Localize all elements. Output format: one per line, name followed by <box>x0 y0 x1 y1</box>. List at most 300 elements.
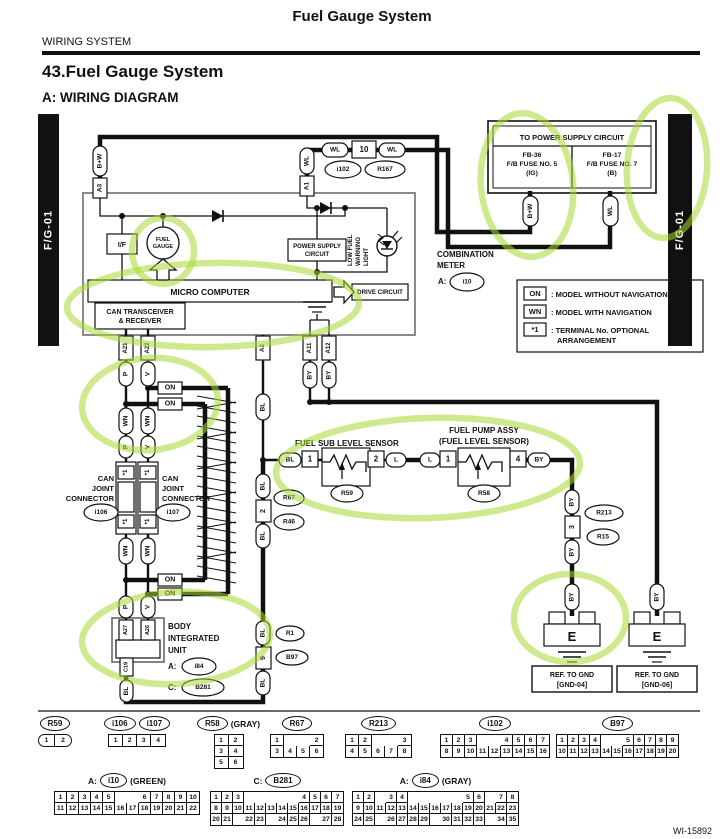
wire-color-l-label: L <box>394 456 398 464</box>
pin-cell: 17 <box>310 803 321 814</box>
can-joint-label: CAN <box>162 474 179 483</box>
can-transceiver-label: CAN TRANSCEIVER <box>106 309 174 316</box>
legend-key: *1 <box>531 325 539 334</box>
pinout-i84 <box>352 772 519 826</box>
pin-row <box>346 735 411 746</box>
pin-cell: 18 <box>321 803 332 814</box>
connector-ref-i107-label: i107 <box>166 509 180 516</box>
pin-cell: 7 <box>332 792 343 803</box>
can-joint-label: JOINT <box>91 484 114 493</box>
pin-cell: 22 <box>496 803 507 814</box>
pinout-r67-label <box>282 715 313 732</box>
pin-cell: 28 <box>333 816 342 823</box>
pin-cell: 6 <box>634 735 645 746</box>
pin-gap <box>430 814 441 825</box>
optional-terminal-tag-label: *1 <box>145 469 151 476</box>
can-transceiver-label: & RECEIVER <box>118 318 162 325</box>
pinout-b97 <box>556 715 679 758</box>
pinout-i106-i107-label <box>104 715 170 732</box>
legend-key: WN <box>528 307 542 316</box>
wire-color-v-label: V <box>144 444 152 450</box>
ground-e-right: E <box>652 629 662 644</box>
pin-cell: 10 <box>187 792 199 803</box>
pin-cell: 14 <box>408 803 419 814</box>
wire-color-wl-right-label: WL <box>386 146 398 154</box>
junction-dot <box>260 457 266 463</box>
connector-color: (GRAY) <box>441 775 472 786</box>
on-tag-label: ON <box>164 384 176 392</box>
pin-row <box>271 735 323 746</box>
wire-color-bl-label: BL <box>259 531 267 541</box>
connector-id-badge: R213 <box>361 716 396 731</box>
terminal-a3-label: A3 <box>96 183 104 193</box>
pin-cell: 4 <box>91 792 103 803</box>
inner-box <box>116 640 160 658</box>
connector-id-badge: R58 <box>197 716 228 731</box>
low-fuel-warning-light-label: LIGHT <box>364 248 370 266</box>
pin-cell: 25 <box>364 814 375 825</box>
connector-ref-r15-label: R15 <box>597 533 609 541</box>
pin-cell: 12 <box>67 803 79 814</box>
pin-gap <box>385 735 398 746</box>
pinout-r213-label <box>361 715 396 732</box>
on-tag-label: ON <box>164 576 176 584</box>
pin-cell: 20 <box>211 814 222 825</box>
terminal-2-inline-label: 2 <box>260 509 267 513</box>
pin-gap <box>233 814 244 825</box>
pin-gap <box>244 792 255 803</box>
wire-color-p-label: P <box>122 371 130 377</box>
can-joint-label: CONNECTOR <box>65 494 114 503</box>
pin-cell: 15 <box>525 746 537 757</box>
wire-color-bw-fuse-label: B+W <box>527 203 534 219</box>
gnd-ref-label: REF. TO GND <box>549 672 595 679</box>
inner-box <box>140 482 156 512</box>
pin-cell: 17 <box>127 803 139 814</box>
pin-cell: 15 <box>288 803 299 814</box>
fuel-pump-assy-label: FUEL PUMP ASSY <box>449 426 519 435</box>
connector-id-badge: B97 <box>602 716 633 731</box>
wire-color-by-label: BY <box>653 592 661 602</box>
pin-cell: 21 <box>175 803 187 814</box>
pin-gap <box>297 735 310 746</box>
pin-gap <box>284 735 297 746</box>
pin-row <box>557 735 678 746</box>
pin-cell: 14 <box>601 746 612 757</box>
pinout-i10-grid <box>54 791 200 815</box>
biu-conn-prefix-c: C: <box>168 683 177 692</box>
pin-cell: 9 <box>453 746 465 757</box>
wire-color-bl-label: BL <box>259 481 267 491</box>
can-joint-label: CONNECTOR <box>162 494 211 503</box>
pin-cell: 6 <box>474 792 485 803</box>
terminal-3-inline-label: 3 <box>569 525 576 529</box>
pin-row <box>215 757 243 768</box>
pin-cell: 9 <box>667 735 678 746</box>
pinout-b281 <box>210 772 344 826</box>
pinout-i84-label <box>400 772 472 789</box>
pin-cell: 13 <box>79 803 91 814</box>
pin-cell: 4 <box>229 746 243 757</box>
pin-row <box>215 746 243 757</box>
pin-row <box>211 792 343 803</box>
pin-cell: 3 <box>386 792 397 803</box>
pin-cell: 18 <box>139 803 151 814</box>
pin-cell: 33 <box>474 814 485 825</box>
pinout-r58 <box>197 715 260 769</box>
pin-gap <box>375 814 386 825</box>
fuel-pump-assy-label: (FUEL LEVEL SENSOR) <box>439 437 529 446</box>
pin-cell: 4 <box>501 735 513 746</box>
pin-cell: 35 <box>508 816 517 823</box>
pinout-r213 <box>345 715 412 758</box>
figure-code: WI-15892 <box>672 826 712 836</box>
wire-color-p-label: P <box>122 604 130 610</box>
connector-ref-i102-label: i102 <box>336 166 350 173</box>
pin-cell: 1 <box>211 792 222 803</box>
pin-cell: 17 <box>441 803 452 814</box>
inner-box <box>634 612 650 624</box>
optional-terminal-tag-label: *1 <box>123 518 129 525</box>
connector-ref-r67-label: R67 <box>283 494 295 502</box>
pin-cell: 2 <box>123 735 137 746</box>
pin-cell: 8 <box>441 746 453 757</box>
pin-cell: 12 <box>255 803 266 814</box>
pin-row <box>39 735 71 746</box>
pin-cell: 13 <box>266 803 277 814</box>
pinout-i106-i107-grid <box>108 734 166 747</box>
terminal-9-inline-label: 9 <box>260 656 267 660</box>
drive-circuit-label: DRIVE CIRCUIT <box>357 289 403 296</box>
pin-cell: 3 <box>215 746 229 757</box>
pin-cell: 18 <box>452 803 463 814</box>
junction-dot <box>119 213 125 219</box>
pin-cell: 9 <box>353 803 364 814</box>
pinout-r67-grid <box>270 734 324 758</box>
fuse-fb36-label: FB-36 <box>522 152 542 159</box>
pin-cell: 1 <box>346 735 359 746</box>
fuel-sub-level-sensor-label: FUEL SUB LEVEL SENSOR <box>295 439 399 448</box>
pin-cell: 23 <box>508 805 517 812</box>
body-integrated-unit-label: INTEGRATED <box>168 634 220 643</box>
pin-cell: 6 <box>233 759 238 766</box>
pin-cell: 16 <box>539 748 547 755</box>
wire-color-bl-label: BL <box>285 456 295 464</box>
fuel-gauge-label: FUEL <box>155 237 171 243</box>
fuel-gauge-label: GAUGE <box>152 244 174 250</box>
pinout-b97-grid <box>556 734 679 758</box>
low-fuel-warning-light-label: WARNING <box>356 237 362 266</box>
wire-color-by-label: BY <box>568 497 576 507</box>
pin-gap <box>477 735 489 746</box>
junction-dot <box>123 577 129 583</box>
pin-cell: 19 <box>656 746 667 757</box>
pin-gap <box>115 792 127 803</box>
wire-color-wl-left-label: WL <box>329 146 341 154</box>
pin-row <box>211 803 343 814</box>
pin-cell: 1 <box>557 735 568 746</box>
pin-cell: 1 <box>55 792 67 803</box>
pin-cell: 28 <box>408 814 419 825</box>
pinout-i10 <box>54 772 200 815</box>
connector-ref-i84-label: i84 <box>194 663 204 670</box>
power-supply-circuit-label: CIRCUIT <box>304 252 330 258</box>
wire-color-bl-label: BL <box>259 628 267 638</box>
pin-gap <box>255 792 266 803</box>
pin-cell: 15 <box>103 803 115 814</box>
junction-dot <box>326 399 332 405</box>
legend-desc: : MODEL WITH NAVIGATION <box>551 308 652 317</box>
inner-box <box>549 612 565 624</box>
pin-row <box>441 735 549 746</box>
legend-desc: : TERMINAL No. OPTIONAL <box>551 326 650 335</box>
pin-cell: 5 <box>513 735 525 746</box>
pin-cell: 4 <box>346 746 359 757</box>
pin-cell: 20 <box>163 803 175 814</box>
terminal-a12-label: A12 <box>326 342 332 354</box>
pin-gap <box>372 735 385 746</box>
pin-cell: 4 <box>299 792 310 803</box>
pin-cell: 22 <box>244 814 255 825</box>
can-joint-label: JOINT <box>162 484 185 493</box>
pin-cell: 5 <box>215 757 229 768</box>
pin-row <box>215 735 243 746</box>
legend-desc: : MODEL WITHOUT NAVIGATION <box>551 290 668 299</box>
pin-cell: 7 <box>151 792 163 803</box>
pinout-i102 <box>440 715 550 758</box>
wire-color-bl-label: BL <box>123 686 130 696</box>
pinout-i84-grid <box>352 791 519 826</box>
pin-cell: 2 <box>359 735 372 746</box>
pin-cell: 32 <box>463 814 474 825</box>
junction-dot <box>307 399 313 405</box>
terminal-a2-label: A2 <box>260 344 266 352</box>
pin-cell: 19 <box>333 805 342 812</box>
on-tag-label: ON <box>164 400 176 408</box>
pin-cell: 20 <box>668 748 677 755</box>
section-title: 43.Fuel Gauge System <box>42 62 224 81</box>
terminal-a21-label: A21 <box>123 342 129 354</box>
connector-id-badge: i84 <box>412 773 439 788</box>
pin-cell: 2 <box>453 735 465 746</box>
pin-gap <box>452 792 463 803</box>
wire-color-by-label: BY <box>568 547 576 557</box>
wire-color-by-label: BY <box>306 370 314 380</box>
pin-cell: 11 <box>568 746 579 757</box>
pin-cell: 17 <box>634 746 645 757</box>
pin-cell: 6 <box>372 746 385 757</box>
connector-ref-i10-label: i10 <box>462 278 472 286</box>
pin-cell: 4 <box>397 792 408 803</box>
connector-color: (GREEN) <box>130 775 166 786</box>
connector-id-badge: R59 <box>40 716 71 731</box>
pinout-r59-label <box>40 715 71 732</box>
pin-cell: 29 <box>419 814 430 825</box>
pin-cell: 5 <box>463 792 474 803</box>
connector-ref-r58-label: R58 <box>478 490 490 497</box>
pin-cell: 1 <box>441 735 453 746</box>
wire-color-wl-fuse-label: WL <box>607 205 614 217</box>
pin-gap <box>612 735 623 746</box>
pin-cell: 8 <box>507 792 518 803</box>
pin-cell: 1 <box>215 735 229 746</box>
pin-row <box>353 803 518 814</box>
connector-id-badge: B281 <box>265 773 300 788</box>
pin-cell: 3 <box>465 735 477 746</box>
subsection-title: A: WIRING DIAGRAM <box>42 90 179 105</box>
body-integrated-unit-label: BODY <box>168 622 192 631</box>
pinout-b281-label <box>253 772 300 789</box>
pin-cell: 12 <box>489 746 501 757</box>
wire-color-wl-a1-label: WL <box>303 155 311 167</box>
fuse-fb36-label: F/B FUSE NO. 5 <box>506 161 558 168</box>
inner-box <box>664 612 680 624</box>
terminal-a22-label: A22 <box>145 342 151 354</box>
pin-cell: 10 <box>557 746 568 757</box>
pin-gap <box>430 792 441 803</box>
wire-color-l-label: L <box>428 456 432 464</box>
pin-gap <box>408 792 419 803</box>
ground-e-left: E <box>567 629 577 644</box>
pin-row <box>353 814 518 825</box>
connector-prefix: C: <box>253 775 263 786</box>
terminal-1-label: 1 <box>445 454 451 464</box>
optional-terminal-tag-label: *1 <box>145 518 151 525</box>
pin-cell: 1 <box>271 735 284 746</box>
pin-cell: 6 <box>525 735 537 746</box>
pin-cell: 12 <box>579 746 590 757</box>
connector-ref-r46-label: R46 <box>283 518 295 526</box>
terminal-a11-label: A11 <box>307 342 313 354</box>
connector-id-badge: i10 <box>100 773 127 788</box>
biu-conn-prefix-a: A: <box>168 662 177 671</box>
pin-gap <box>288 792 299 803</box>
legend-desc: ARRANGEMENT <box>557 336 617 345</box>
inner-box <box>95 303 185 329</box>
gnd-ref-label: [GND-06] <box>641 682 673 689</box>
wn-tag-label: WN <box>144 545 152 557</box>
pin-cell: 12 <box>386 803 397 814</box>
pin-cell: 1 <box>39 735 55 746</box>
pin-row <box>353 792 518 803</box>
pin-cell: 18 <box>645 746 656 757</box>
terminal-10-label: 10 <box>359 145 369 154</box>
optional-terminal-tag-label: *1 <box>123 469 129 476</box>
wn-tag-label: WN <box>122 545 130 557</box>
power-supply-circuit-label: POWER SUPPLY <box>293 244 341 250</box>
pin-cell: 2 <box>61 737 65 744</box>
pin-cell: 13 <box>590 746 601 757</box>
pin-cell: 14 <box>277 803 288 814</box>
pin-cell: 8 <box>402 748 407 755</box>
wire-color-v-label: V <box>144 604 152 610</box>
connector-ref-r213-label: R213 <box>596 509 612 517</box>
can-joint-label: CAN <box>97 474 114 483</box>
pin-cell: 6 <box>321 792 332 803</box>
pin-gap <box>127 792 139 803</box>
pin-gap <box>419 792 430 803</box>
pin-cell: 16 <box>299 803 310 814</box>
gnd-ref-label: [GND-04] <box>556 682 588 689</box>
pin-cell: 19 <box>463 803 474 814</box>
connector-id-badge: i106 <box>104 716 136 731</box>
terminal-2-label: 2 <box>373 454 379 464</box>
on-tag-label: ON <box>164 590 176 598</box>
pin-gap <box>266 792 277 803</box>
combination-meter-label: COMBINATION <box>437 250 494 259</box>
pin-cell: 5 <box>310 792 321 803</box>
pinout-b97-label <box>602 715 633 732</box>
terminal-a27-label: A27 <box>123 624 129 636</box>
pin-cell: 3 <box>137 735 151 746</box>
pin-cell: 10 <box>364 803 375 814</box>
terminal-4-label: 4 <box>515 454 521 464</box>
pin-cell: 6 <box>139 792 151 803</box>
pin-cell: 4 <box>284 746 297 757</box>
wire-color-by-label: BY <box>325 370 333 380</box>
page-tab-label: F/G-01 <box>674 209 686 251</box>
pin-row <box>271 746 323 757</box>
pinout-r213-grid <box>345 734 412 758</box>
pin-cell: 22 <box>189 805 197 812</box>
fuse-fb17-label: FB-17 <box>602 152 622 159</box>
pin-cell: 24 <box>277 814 288 825</box>
gnd-ref-label: REF. TO GND <box>634 672 680 679</box>
pin-cell: 9 <box>175 792 187 803</box>
connector-ref-r1-label: R1 <box>285 630 295 637</box>
wire-color-bw-a3-label: B+W <box>96 153 104 169</box>
pin-gap <box>277 792 288 803</box>
pin-cell: 14 <box>513 746 525 757</box>
micro-computer-label: MICRO COMPUTER <box>170 287 250 297</box>
pin-cell: 26 <box>299 814 310 825</box>
pin-cell: 5 <box>297 746 310 757</box>
pin-cell: 25 <box>288 814 299 825</box>
pin-row <box>55 792 199 803</box>
pin-cell: 24 <box>353 814 364 825</box>
wire-color-bl-label: BL <box>259 678 267 688</box>
pin-cell: 7 <box>496 792 507 803</box>
pin-cell: 3 <box>579 735 590 746</box>
pin-row <box>109 735 165 746</box>
wire-color-by-label: BY <box>568 592 576 602</box>
pin-cell: 26 <box>386 814 397 825</box>
pin-cell: 8 <box>163 792 175 803</box>
wire-color-v-label: V <box>144 371 152 377</box>
junction-dot <box>123 401 129 407</box>
inner-box <box>118 482 134 512</box>
pin-cell: 11 <box>375 803 386 814</box>
low-fuel-warning-light-label: LOW FUEL <box>348 234 354 266</box>
connector-ref-r167-label: R167 <box>377 166 393 173</box>
legend-key: ON <box>529 289 541 298</box>
pinout-i102-label <box>479 715 511 732</box>
fuse-fb17-label: (B) <box>607 170 617 177</box>
pin-cell: 31 <box>452 814 463 825</box>
pin-cell: 3 <box>271 746 284 757</box>
pin-cell: 3 <box>233 792 244 803</box>
pin-cell: 19 <box>151 803 163 814</box>
if-label: I/F <box>117 242 127 249</box>
pin-cell: 34 <box>496 814 507 825</box>
combination-meter-label: METER <box>437 261 465 270</box>
pin-cell: 4 <box>590 735 601 746</box>
pin-row <box>441 746 549 757</box>
pinout-r67 <box>270 715 324 758</box>
pin-gap <box>375 792 386 803</box>
pin-gap <box>489 735 501 746</box>
pin-cell: 16 <box>430 803 441 814</box>
